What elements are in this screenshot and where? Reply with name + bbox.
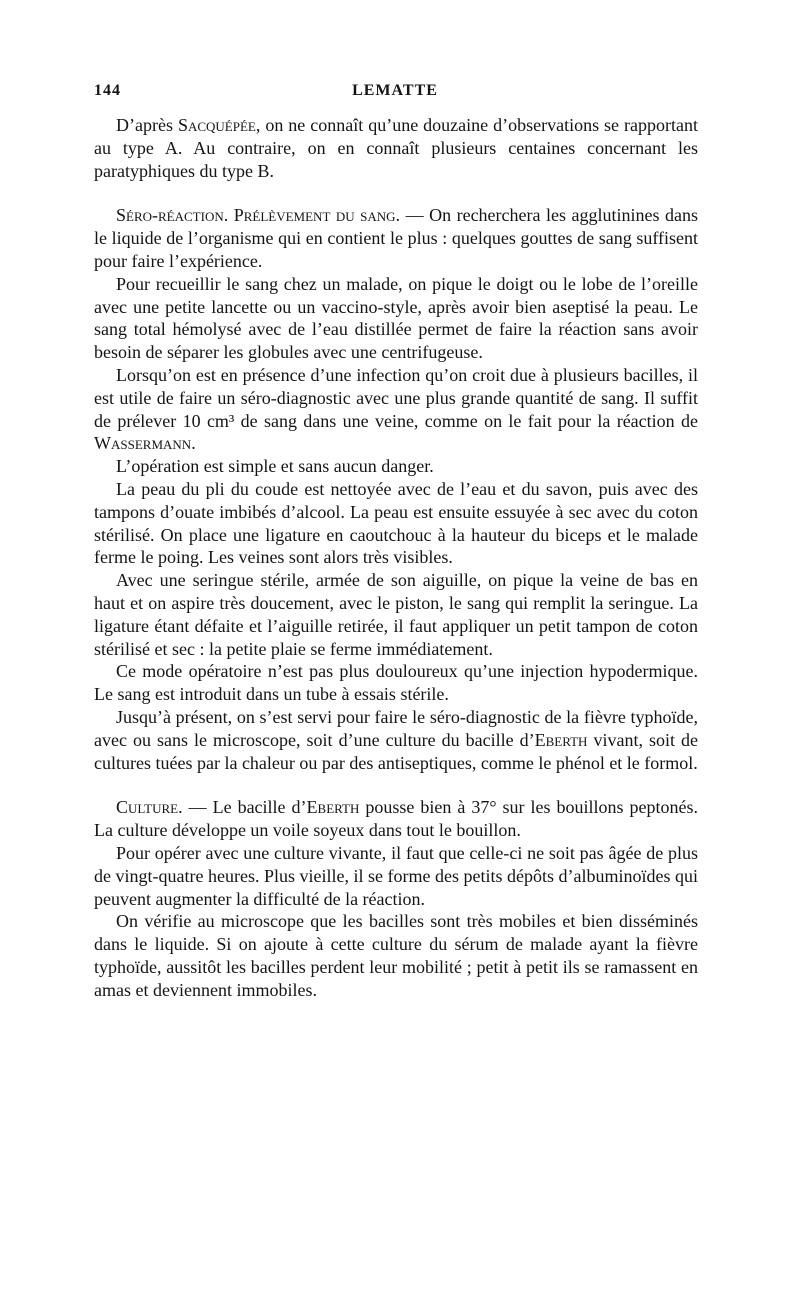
small-caps-text: Séro-réaction. Prélèvement du sang. (116, 205, 401, 226)
paragraph (94, 455, 698, 478)
paragraph (94, 273, 698, 364)
small-caps-text: Wassermann (94, 433, 192, 454)
paragraph (94, 660, 698, 706)
paragraph-text: On vérifie au microscope que les bacilles sont très mobiles et bien disséminés dans le liquide. Si on ajoute à cette culture du sérum de malade ayant la fièvre typhoïde, aussitôt les bacilles perdent leur mobilité ; petit à petit ils se ramassent en amas et deviennent immobiles. (94, 911, 698, 1000)
small-caps-text: Culture. (116, 797, 183, 818)
running-title: LEMATTE (352, 82, 438, 99)
paragraph-text: pousse bien à 37° sur les bouillons peptonés. La culture développe un voile soyeux dans tout le bouillon. (94, 797, 698, 841)
paragraph-text: Jusqu’à présent, on s’est servi pour faire le séro-diagnostic de la fièvre typhoïde, avec ou sans le microscope, soit d’une culture du bacille d’ (94, 706, 698, 750)
paragraph (94, 796, 698, 842)
small-caps-text: Eberth (534, 729, 588, 750)
paragraph (94, 842, 698, 910)
paragraph-text: , on ne connaît qu’une douzaine d’observations se rapportant au type A. Au contraire, on en connaît plusieurs centaines concernant les paratyphiques du type B. (94, 115, 698, 181)
paragraph-text: L’opération est simple et sans aucun danger. (116, 456, 434, 477)
paragraph-text: Pour opérer avec une culture vivante, il faut que celle-ci ne soit pas âgée de plus de vingt-quatre heures. Plus vieille, il se forme des petits dépôts d’albuminoïdes qui peuvent augmenter la difficulté de la réaction. (94, 842, 698, 909)
paragraph-text: . (191, 433, 196, 454)
page-number: 144 (94, 82, 121, 99)
small-caps-text: Sacquépée (177, 115, 256, 135)
paragraph (94, 706, 698, 774)
paragraph (94, 910, 698, 1001)
paragraph-text: Ce mode opératoire n’est pas plus douloureux qu’une injection hypodermique. Le sang est introduit dans un tube à essais stérile. (94, 661, 698, 705)
paragraph-text: Lorsqu’on est en présence d’une infection qu’on croit due à plusieurs bacilles, il est utile de faire un séro-diagnostic avec une plus grande quantité de sang. Il suffit de prélever 10 cm³ de sang dans une veine, comme on le fait pour la réaction de (94, 364, 698, 431)
paragraph-text: Avec une seringue stérile, armée de son aiguille, on pique la veine de bas en haut et on aspire très doucement, avec le piston, le sang qui remplit la seringue. La ligature étant défaite et l’aiguille retirée, il faut appliquer un petit tampon de coton stérilisé et sec : la petite plaie se ferme immédiatement. (94, 570, 698, 659)
running-header (94, 82, 696, 106)
paragraph (94, 204, 698, 272)
paragraph-text: Pour recueillir le sang chez un malade, on pique le doigt ou le lobe de l’oreille avec une petite lancette ou un vaccino-style, après avoir bien aseptisé la peau. Le sang total hémolysé avec de l’eau distillée permet de faire la réaction sans avoir besoin de séparer les globules avec une centrifugeuse. (94, 273, 698, 363)
paragraph-text: D’après (116, 115, 178, 135)
paragraph-text: La peau du pli du coude est nettoyée avec de l’eau et du savon, puis avec des tampons d’ouate imbibés d’alcool. La peau est ensuite essuyée à sec avec du coton stérilisé. On place une ligature en caoutchouc à la hauteur du biceps et le malade ferme le poing. Les veines sont alors très visibles. (94, 478, 698, 568)
paragraph-text: vivant, soit de cultures tuées par la chaleur ou par des antiseptiques, comme le phénol et le formol. (94, 729, 698, 773)
paragraph-text: — On recherchera les agglutinines dans le liquide de l’organisme qui en contient le plus : quelques gouttes de sang suffisent pour faire l’expérience. (94, 205, 698, 271)
paragraph-text: — Le bacille d’ (182, 797, 307, 818)
paragraph (94, 478, 698, 569)
small-caps-text: Eberth (306, 797, 360, 818)
paragraph (94, 569, 698, 660)
paragraph (94, 364, 698, 455)
body-text (94, 114, 698, 1001)
paragraph (94, 114, 698, 182)
